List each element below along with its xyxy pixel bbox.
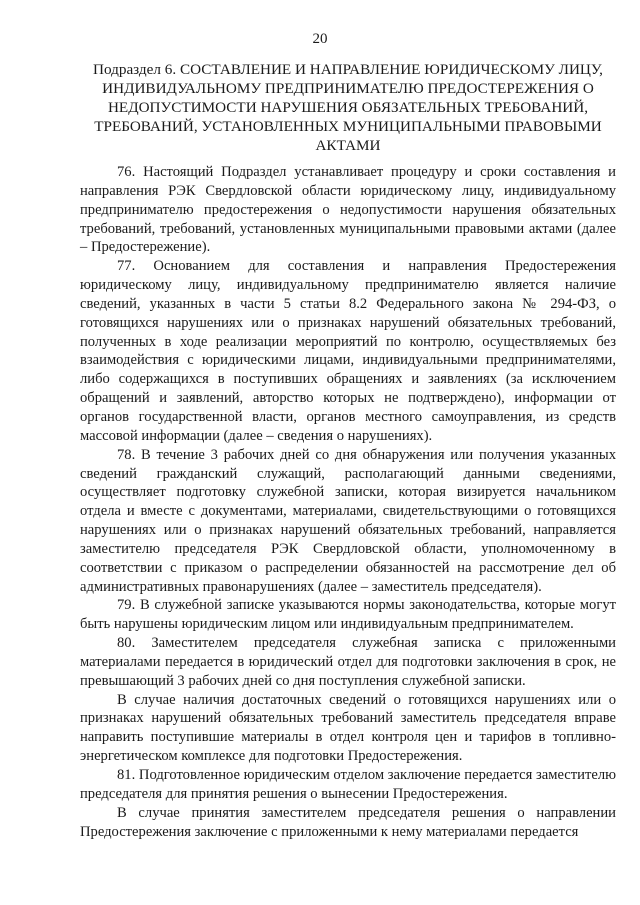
paragraph-76: 76. Настоящий Подраздел устанавливает процедуру и сроки составления и направления РЭК Свердловской области юридическому лицу, индивидуальному предпринимателю предостережения о недопустимости нарушения обязательных требований, требований, установленных муниципальными правовыми актами (далее – Предостережение). xyxy=(80,164,616,256)
section-heading: Подраздел 6. СОСТАВЛЕНИЕ И НАПРАВЛЕНИЕ ЮРИДИЧЕСКОМУ ЛИЦУ, ИНДИВИДУАЛЬНОМУ ПРЕДПРИНИМАТЕЛЮ ПРЕДОСТЕРЕЖЕНИЯ О НЕДОПУСТИМОСТИ НАРУШЕНИЯ ОБЯЗАТЕЛЬНЫХ ТРЕБОВАНИЙ, ТРЕБОВАНИЙ, УСТАНОВЛЕННЫХ МУНИЦИПАЛЬНЫМИ ПРАВОВЫМИ АКТАМИ xyxy=(93,61,603,154)
paragraph-81-continued: В случае принятия заместителем председателя решения о направлении Предостережения заключение с приложенными к нему материалами передается xyxy=(80,804,616,840)
paragraph-77: 77. Основанием для составления и направления Предостережения юридическому лицу, индивидуальному предпринимателю является наличие сведений, указанных в части 5 статьи 8.2 Федерального закона № 294-ФЗ, о готовящихся нарушениях или о признаках нарушений обязательных требований, полученных в ходе реализации мероприятий по контролю, осуществляемых без взаимодействия с юридическими лицами, индивидуальными предпринимателями, либо содержащихся в поступивших обращениях и заявлениях (за исключением обращений и заявлений, авторство которых не подтверждено), информации от органов государственной власти, органов местного самоуправления, из средств массовой информации (далее – сведения о нарушениях). xyxy=(80,258,616,444)
document-body xyxy=(80,163,616,841)
paragraph-80-continued: В случае наличия достаточных сведений о готовящихся нарушениях или о признаках нарушений обязательных требований заместитель председателя вправе направить поступившие материалы в отдел контроля цен и тарифов в топливно-энергетическом комплексе для подготовки Предостережения. xyxy=(80,691,616,765)
paragraph-79: 79. В служебной записке указываются нормы законодательства, которые могут быть нарушены юридическим лицом или индивидуальным предпринимателем. xyxy=(80,597,616,633)
paragraph-80: 80. Заместителем председателя служебная записка с приложенными материалами передается в юридический отдел для подготовки заключения в срок, не превышающий 3 рабочих дней со дня поступления служебной записки. xyxy=(80,635,616,689)
page-number: 20 xyxy=(312,31,328,47)
paragraph-78: 78. В течение 3 рабочих дней со дня обнаружения или получения указанных сведений гражданский служащий, располагающий данными сведениями, осуществляет подготовку служебной записки, которая визируется начальником отдела и вместе с документами, материалами, свидетельствующими о готовящихся нарушениях или о признаках нарушений обязательных требований, направляется заместителю председателя РЭК Свердловской области, уполномоченному в соответствии с приказом о распределении обязанностей на рассмотрение дел об административных правонарушениях (далее – заместитель председателя). xyxy=(80,446,616,595)
paragraph-81: 81. Подготовленное юридическим отделом заключение передается заместителю председателя для принятия решения о вынесении Предостережения. xyxy=(80,767,616,802)
